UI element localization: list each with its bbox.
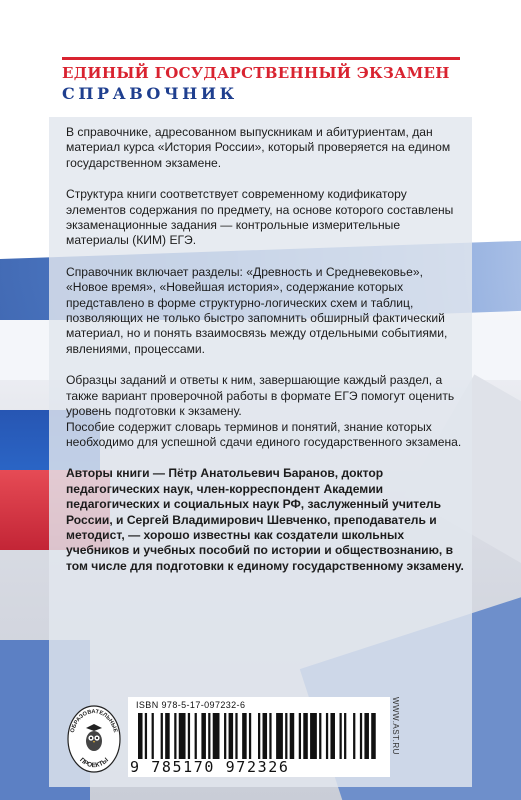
barcode-digits: 9 785170 972326	[130, 758, 290, 776]
owl-icon	[86, 724, 102, 751]
logo-text-top: ОБРАЗОВАТЕЛЬНЫЕ	[69, 708, 119, 734]
paragraph-sections: Справочник включает разделы: «Древность и Средневековье», «Новое время», «Новейшая история», содержание которых представлено в форме структурно-логических схем и таблиц, позволяющих не только быстро запомнить обширный фактический материал, но и понять взаимосвязь между отдельными событиями, явлениями, процессами.	[66, 264, 448, 356]
paragraph-samples: Образцы заданий и ответы к ним, завершающие каждый раздел, а также вариант проверочной работы в формате ЕГЭ помогут оценить уровень подготовки к экзамену.	[66, 373, 455, 419]
isbn-number: ISBN 978-5-17-097232-6	[136, 700, 246, 710]
paragraph-glossary: Пособие содержит словарь терминов и понятий, знание которых необходимо для успешной сдачи единого государственного экзамена.	[66, 419, 462, 449]
website-text: WWW.AST.RU	[391, 697, 400, 755]
website-url	[391, 697, 410, 777]
red-divider-line	[62, 57, 460, 60]
paragraph-intro: В справочнике, адресованном выпускникам и абитуриентам, дан материал курса «История России», который проверяется на едином государственном экзамене.	[66, 125, 451, 170]
logo-text-bottom: ПРОЕКТЫ	[78, 756, 110, 770]
paragraph-authors: Авторы книги — Пётр Анатольевич Баранов, доктор педагогических наук, член-корреспондент Академии педагогических и социальных наук РФ, заслуженный учитель России, и Сергей Владимирович Шевченко, преподаватель и методист, — хорошо известны как создатели школьных учебников и учебных пособий по истории и обществознанию, в том числе для подготовки к единому государственному экзамену.	[66, 466, 464, 573]
barcode-icon	[138, 713, 378, 759]
paragraph-structure: Структура книги соответствует современному кодификатору элементов содержания по предмету, на основе которого составлены экзаменационные задания — контрольные измерительные материалы (КИМ) ЕГЭ.	[66, 187, 454, 248]
series-title: ЕДИНЫЙ ГОСУДАРСТВЕННЫЙ ЭКЗАМЕН	[62, 64, 450, 82]
description-text	[66, 125, 464, 590]
publisher-logo	[66, 704, 122, 774]
book-type-title: СПРАВОЧНИК	[62, 84, 238, 103]
